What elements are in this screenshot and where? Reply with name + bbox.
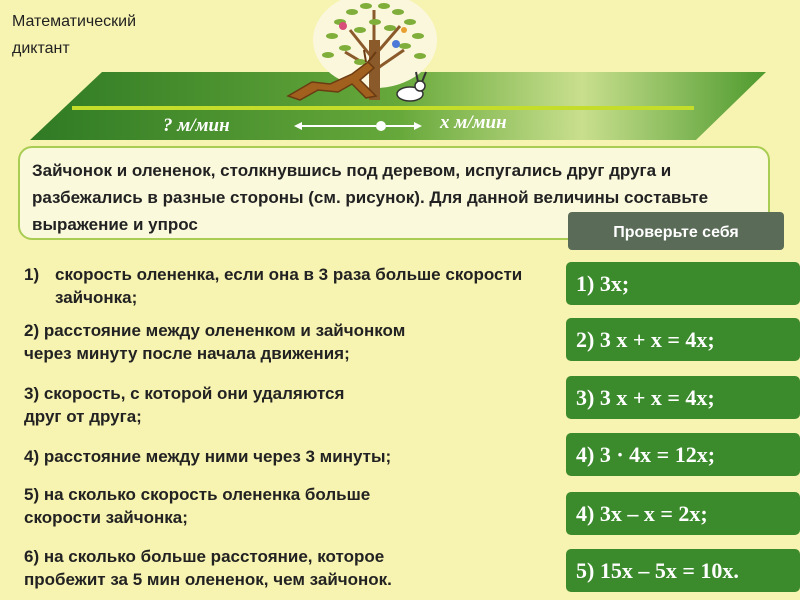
- question-6-line-2: пробежит за 5 мин олененок, чем зайчонок.: [24, 570, 392, 589]
- right-speed-label: x м/мин: [440, 112, 507, 133]
- question-3: [24, 382, 344, 428]
- question-1-text: скорость олененка, если она в 3 раза больше скорости зайчонка;: [55, 265, 523, 307]
- answer-6[interactable]: 5) 15x – 5x = 10x.: [566, 549, 800, 592]
- left-speed-label: ? м/мин: [163, 115, 230, 136]
- title-line-1: Математический: [12, 13, 137, 30]
- title-line-2: диктант: [12, 40, 70, 57]
- question-1-number: 1): [24, 265, 40, 284]
- answer-4[interactable]: 4) 3 · 4x = 12x;: [566, 433, 800, 476]
- answer-2[interactable]: 2) 3 x + x = 4x;: [566, 318, 800, 361]
- question-3-line-2: друг от друга;: [24, 407, 142, 426]
- question-4: [24, 445, 391, 468]
- question-2: [24, 319, 405, 365]
- question-2-line-2: через минуту после начала движения;: [24, 344, 350, 363]
- question-5: [24, 483, 370, 529]
- answer-3[interactable]: 3) 3 x + x = 4x;: [566, 376, 800, 419]
- question-1: [24, 263, 564, 309]
- question-4-line-1: 4) расстояние между ними через 3 минуты;: [24, 447, 392, 466]
- question-5-line-1: 5) на сколько скорость олененка больше: [24, 485, 371, 504]
- question-2-line-1: 2) расстояние между олененком и зайчонком: [24, 321, 406, 340]
- question-6-line-1: 6) на сколько больше расстояние, которое: [24, 547, 385, 566]
- question-5-line-2: скорости зайчонка;: [24, 508, 188, 527]
- task-statement: Зайчонок и олененок, столкнувшись под деревом, испугались друг друга и разбежались в разные стороны (см. рисунок). Для данной величины составьте выражение и упрос: [18, 146, 770, 240]
- answer-5[interactable]: 4) 3x – x = 2x;: [566, 492, 800, 535]
- check-yourself-button[interactable]: Проверьте себя: [568, 212, 784, 250]
- question-6: [24, 545, 392, 591]
- answer-1[interactable]: 1) 3x;: [566, 262, 800, 305]
- question-3-line-1: 3) скорость, с которой они удаляются: [24, 384, 345, 403]
